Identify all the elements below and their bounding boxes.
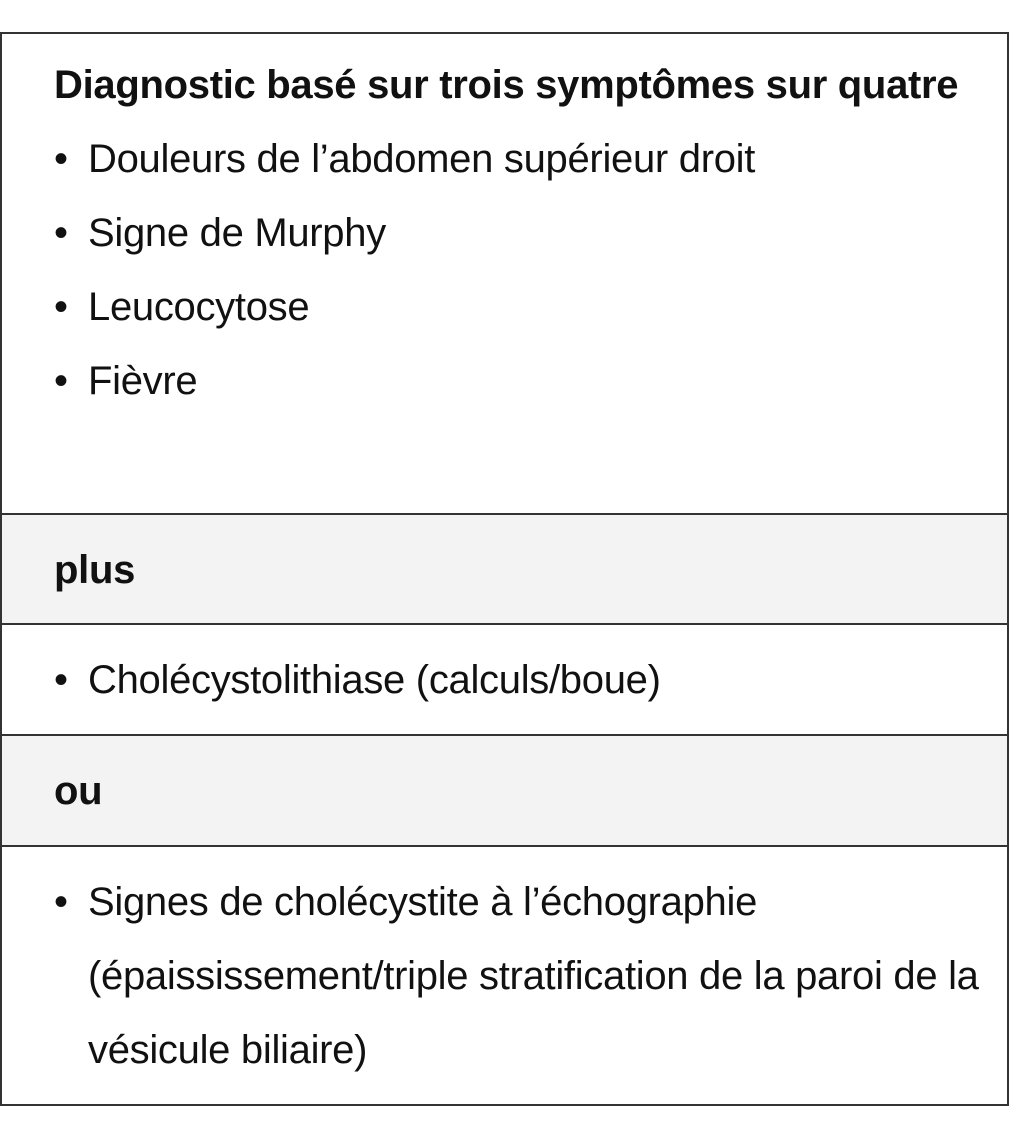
bullet-icon: • xyxy=(54,359,68,403)
lithiasis-row xyxy=(2,623,1007,734)
diagnostic-criteria-table xyxy=(0,32,1009,1106)
bullet-icon: • xyxy=(54,137,68,181)
bullet-icon: • xyxy=(54,285,68,329)
list-item: • Signe de Murphy xyxy=(54,196,987,270)
criteria-row xyxy=(2,34,1007,513)
bullet-icon: • xyxy=(54,880,68,924)
criteria-heading: Diagnostic basé sur trois symptômes sur quatre xyxy=(54,63,959,107)
ultrasound-row xyxy=(2,845,1007,1104)
list-item: • Cholécystolithiase (calculs/boue) xyxy=(54,643,987,717)
plus-row xyxy=(2,513,1007,623)
list-item: • Leucocytose xyxy=(54,270,987,344)
list-item: • Douleurs de l’abdomen supérieur droit xyxy=(54,122,987,196)
or-row xyxy=(2,734,1007,845)
bullet-icon: • xyxy=(54,211,68,255)
bullet-icon: • xyxy=(54,658,68,702)
list-item: • Fièvre xyxy=(54,344,987,418)
connector-or: ou xyxy=(54,769,103,813)
connector-plus: plus xyxy=(54,548,136,592)
list-item: • Signes de cholécystite à l’échographie (épaississement/triple stratification de la paroi de la vésicule biliaire) xyxy=(54,865,987,1087)
